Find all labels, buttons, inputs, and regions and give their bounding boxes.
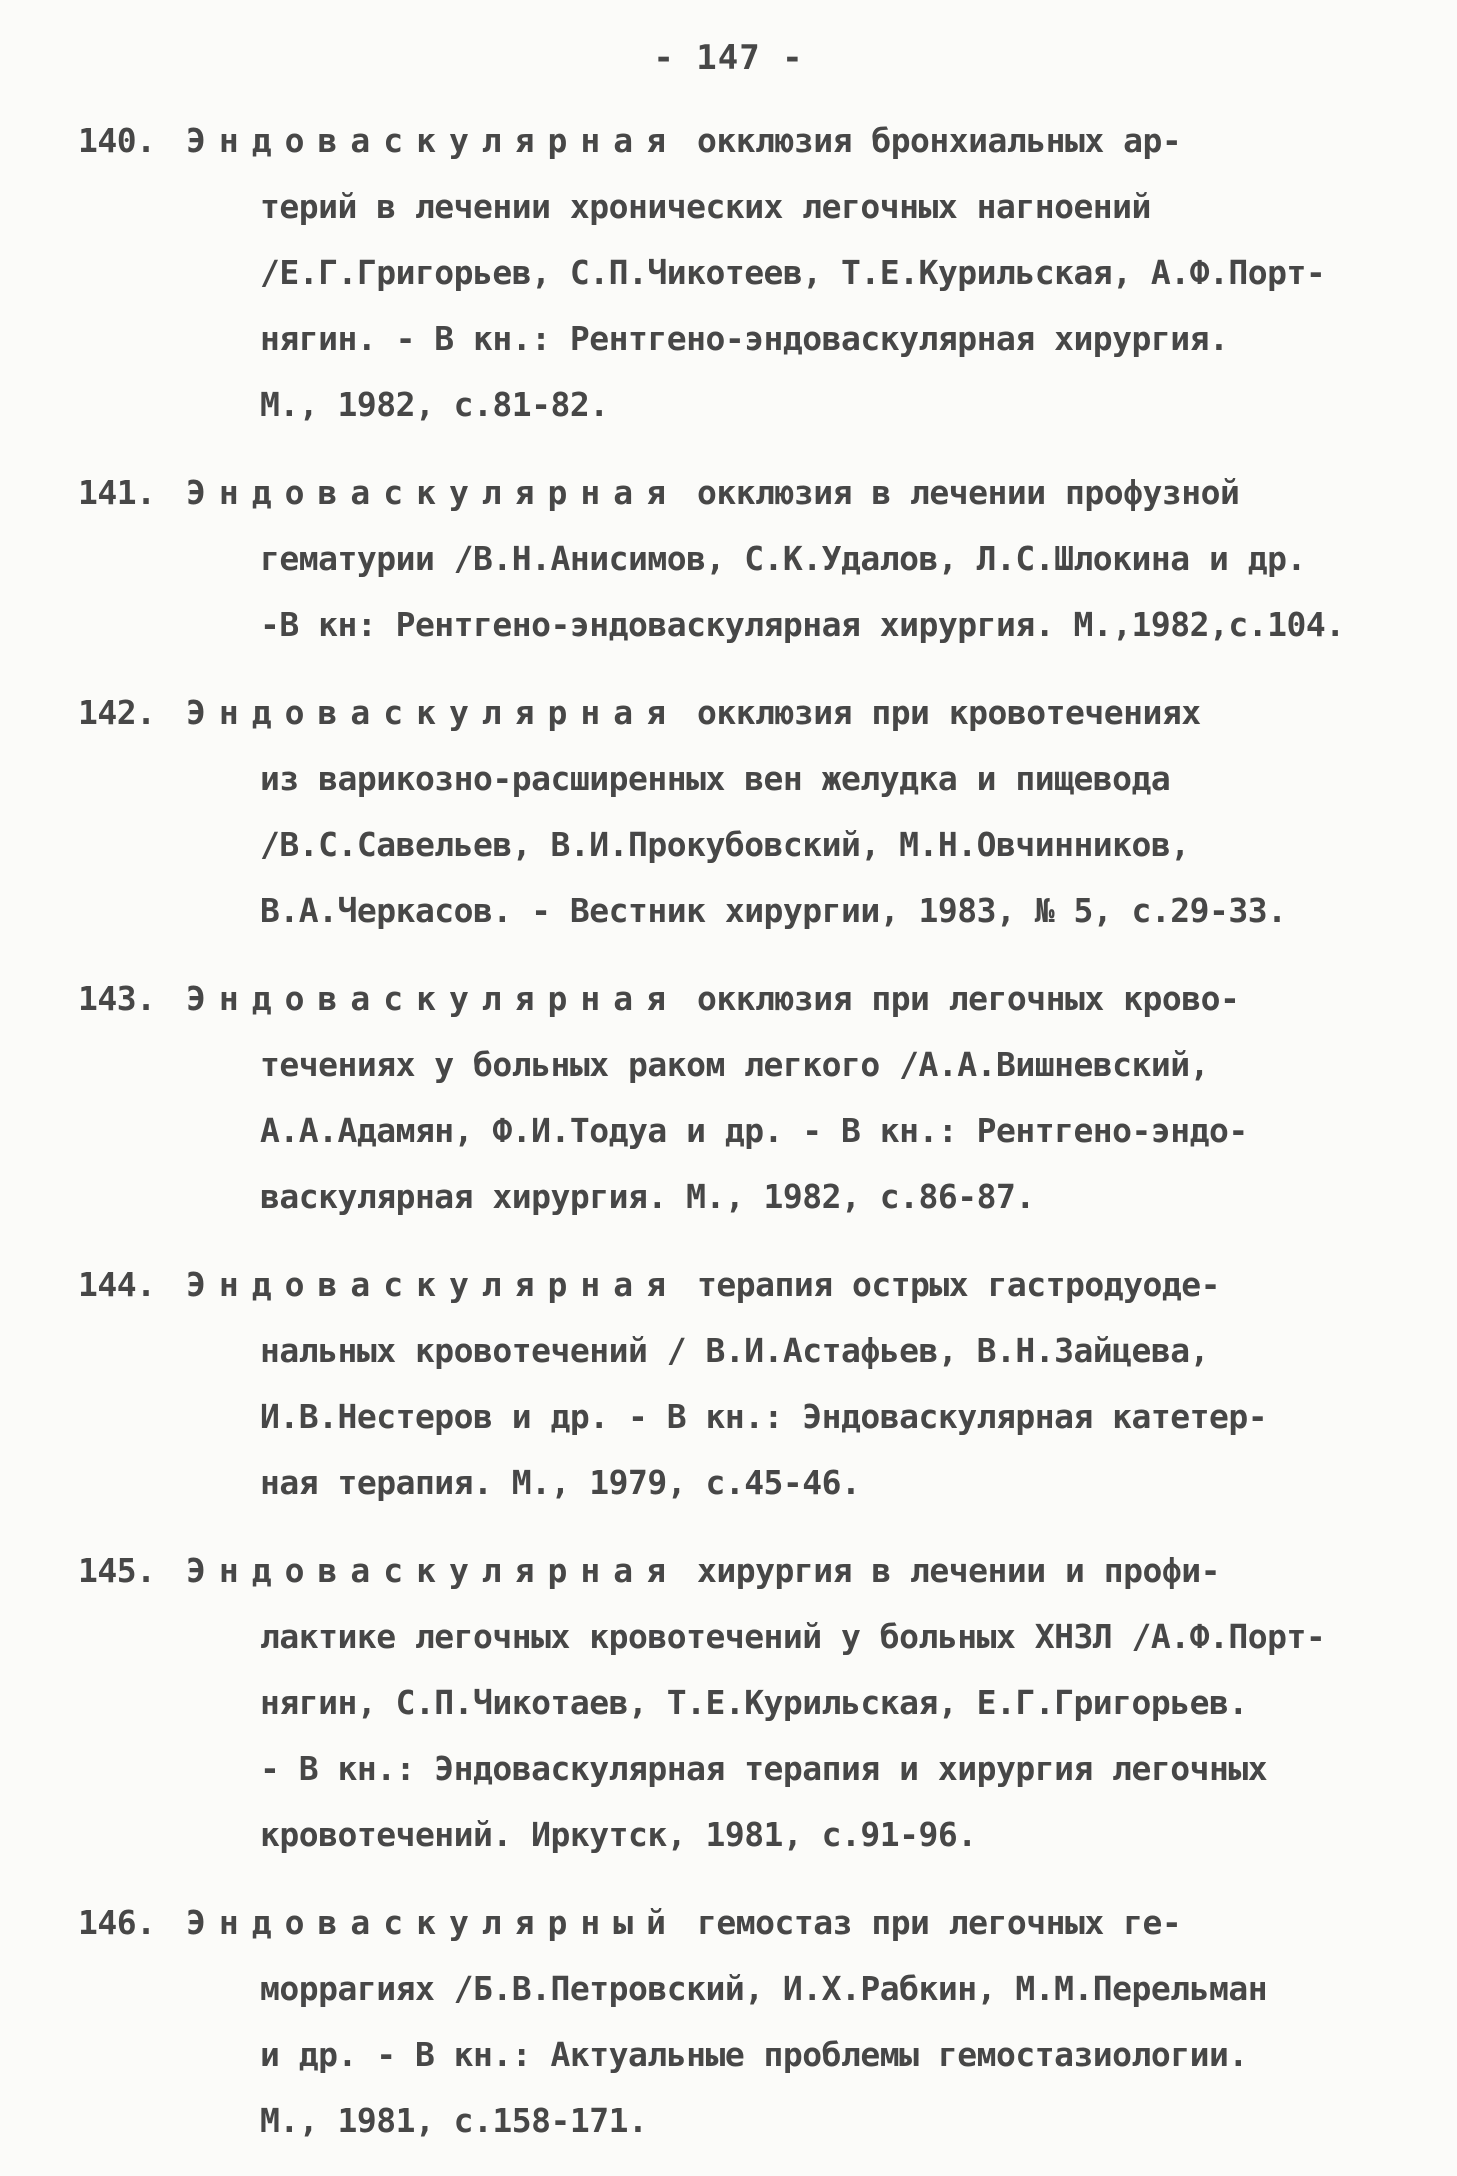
entry-number: 144. bbox=[78, 1265, 156, 1304]
entry-line: из варикозно-расширенных вен желудка и пищевода bbox=[260, 759, 1171, 798]
entry-number: 140. bbox=[78, 121, 156, 160]
entry-line: кровотечений. Иркутск, 1981, с.91-96. bbox=[260, 1815, 977, 1854]
entry-line: - В кн.: Эндоваскулярная терапия и хирургия легочных bbox=[260, 1749, 1268, 1788]
entry-line: -В кн: Рентгено-эндоваскулярная хирургия. М.,1982,с.104. bbox=[260, 605, 1345, 644]
entry-title-start: окклюзия при легочных крово- bbox=[697, 979, 1240, 1018]
entry-line: И.В.Нестеров и др. - В кн.: Эндоваскулярная катетер- bbox=[260, 1397, 1268, 1436]
entry-head-word: Эндоваскулярная bbox=[186, 1265, 680, 1304]
entry-head-word: Эндоваскулярный bbox=[186, 1903, 680, 1942]
bibliography-entry-146 bbox=[78, 1890, 1378, 2154]
entry-number: 146. bbox=[78, 1903, 156, 1942]
entry-head-word: Эндоваскулярная bbox=[186, 693, 680, 732]
entry-line: нягин, С.П.Чикотаев, Т.Е.Курильская, Е.Г.Григорьев. bbox=[260, 1683, 1248, 1722]
bibliography-entry-141 bbox=[78, 460, 1378, 658]
entry-title-start: окклюзия бронхиальных ар- bbox=[697, 121, 1182, 160]
entry-line: А.А.Адамян, Ф.И.Тодуа и др. - В кн.: Рентгено-эндо- bbox=[260, 1111, 1248, 1150]
entry-head-word: Эндоваскулярная bbox=[186, 473, 680, 512]
entry-first-line bbox=[78, 966, 1378, 1032]
entry-line: М., 1981, с.158-171. bbox=[260, 2101, 648, 2140]
entry-line: лактике легочных кровотечений у больных ХНЗЛ /А.Ф.Порт- bbox=[260, 1617, 1326, 1656]
entry-number: 141. bbox=[78, 473, 156, 512]
entry-line: /В.С.Савельев, В.И.Прокубовский, М.Н.Овчинников, bbox=[260, 825, 1190, 864]
entry-line: васкулярная хирургия. М., 1982, с.86-87. bbox=[260, 1177, 1035, 1216]
entry-number: 145. bbox=[78, 1551, 156, 1590]
entry-first-line bbox=[78, 680, 1378, 746]
bibliography-entry-143 bbox=[78, 966, 1378, 1230]
entry-line: нальных кровотечений / В.И.Астафьев, В.Н.Зайцева, bbox=[260, 1331, 1210, 1370]
entry-first-line bbox=[78, 1252, 1378, 1318]
entry-line: В.А.Черкасов. - Вестник хирургии, 1983, № 5, с.29-33. bbox=[260, 891, 1287, 930]
entry-title-start: терапия острых гастродуоде- bbox=[697, 1265, 1220, 1304]
entry-head-word: Эндоваскулярная bbox=[186, 1551, 680, 1590]
entry-first-line bbox=[78, 108, 1378, 174]
entry-first-line bbox=[78, 1890, 1378, 1956]
entry-title-start: гемостаз при легочных ге- bbox=[697, 1903, 1182, 1942]
entry-line: гематурии /В.Н.Анисимов, С.К.Удалов, Л.С.Шлокина и др. bbox=[260, 539, 1306, 578]
bibliography-list bbox=[78, 108, 1378, 2176]
page-number: - 147 - bbox=[653, 38, 804, 78]
entry-title-start: окклюзия в лечении профузной bbox=[697, 473, 1240, 512]
entry-title-start: окклюзия при кровотечениях bbox=[697, 693, 1201, 732]
entry-line: нягин. - В кн.: Рентгено-эндоваскулярная хирургия. bbox=[260, 319, 1229, 358]
entry-line: моррагиях /Б.В.Петровский, И.Х.Рабкин, М.М.Перельман bbox=[260, 1969, 1268, 2008]
entry-first-line bbox=[78, 1538, 1378, 1604]
entry-head-word: Эндоваскулярная bbox=[186, 121, 680, 160]
entry-first-line bbox=[78, 460, 1378, 526]
entry-number: 143. bbox=[78, 979, 156, 1018]
entry-line: и др. - В кн.: Актуальные проблемы гемостазиологии. bbox=[260, 2035, 1248, 2074]
bibliography-entry-140 bbox=[78, 108, 1378, 438]
bibliography-entry-145 bbox=[78, 1538, 1378, 1868]
bibliography-entry-144 bbox=[78, 1252, 1378, 1516]
entry-line: М., 1982, с.81-82. bbox=[260, 385, 609, 424]
entry-line: терий в лечении хронических легочных нагноений bbox=[260, 187, 1151, 226]
entry-number: 142. bbox=[78, 693, 156, 732]
entry-title-start: хирургия в лечении и профи- bbox=[697, 1551, 1220, 1590]
entry-line: /Е.Г.Григорьев, С.П.Чикотеев, Т.Е.Курильская, А.Ф.Порт- bbox=[260, 253, 1326, 292]
entry-line: ная терапия. М., 1979, с.45-46. bbox=[260, 1463, 861, 1502]
bibliography-entry-142 bbox=[78, 680, 1378, 944]
entry-head-word: Эндоваскулярная bbox=[186, 979, 680, 1018]
entry-line: течениях у больных раком легкого /А.А.Вишневский, bbox=[260, 1045, 1210, 1084]
